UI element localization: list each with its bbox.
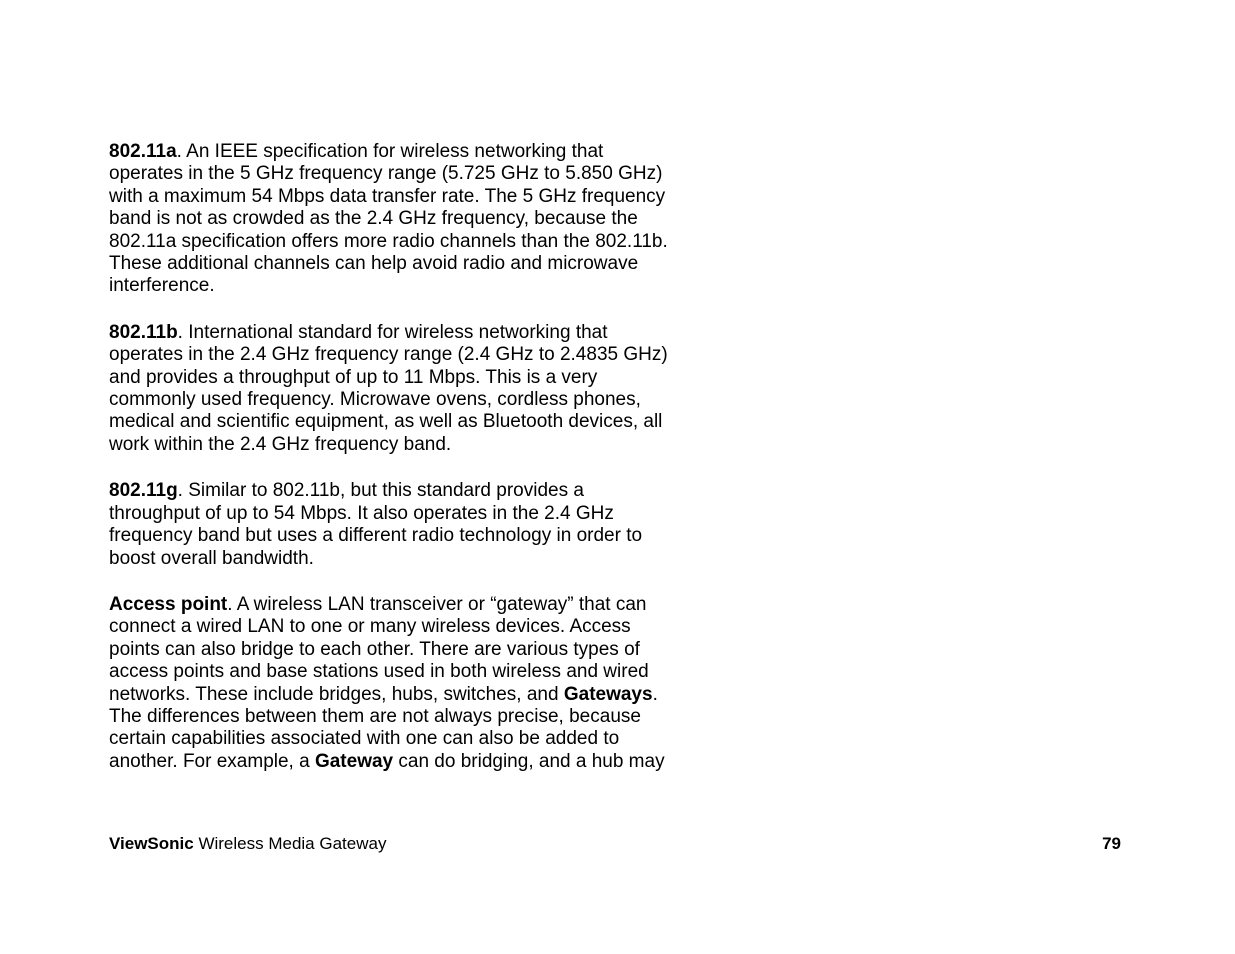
brand-name: ViewSonic (109, 834, 194, 853)
entry-line: operates in the 5 GHz frequency range (5.725 GHz to 5.850 GHz) (109, 163, 663, 185)
glossary-term: Access point (109, 593, 228, 615)
entry-line: work within the 2.4 GHz frequency band. (109, 433, 452, 455)
entry-line: commonly used frequency. Microwave ovens, cordless phones, (109, 389, 641, 411)
cross-reference-term: Gateway (314, 750, 394, 772)
glossary-entry-802-11g (109, 480, 719, 570)
cross-reference-term: Gateways (563, 683, 653, 705)
entry-line: access points and base stations used in both wireless and wired (109, 661, 649, 683)
entry-line: another. For example, a Gateway can do bridging, and a hub may (109, 750, 665, 772)
entry-line: interference. (109, 275, 215, 297)
glossary-term: 802.11g (109, 480, 178, 502)
document-body (109, 141, 719, 797)
entry-line: 802.11a. An IEEE specification for wireless networking that (109, 141, 604, 162)
glossary-entry-802-11b (109, 322, 719, 456)
entry-line: connect a wired LAN to one or many wireless devices. Access (109, 616, 631, 638)
entry-line: boost overall bandwidth. (109, 547, 314, 569)
entry-line: medical and scientific equipment, as well as Bluetooth devices, all (109, 411, 663, 433)
footer-title (109, 833, 386, 855)
glossary-entry-802-11a (109, 141, 719, 298)
entry-line: with a maximum 54 Mbps data transfer rate. The 5 GHz frequency (109, 185, 666, 207)
entry-line: certain capabilities associated with one can also be added to (109, 728, 620, 750)
product-name: Wireless Media Gateway (193, 834, 387, 853)
entry-line: frequency band but uses a different radio technology in order to (109, 525, 643, 547)
entry-line: band is not as crowded as the 2.4 GHz frequency, because the (109, 208, 638, 230)
glossary-term: 802.11b (109, 321, 178, 343)
entry-line: 802.11a specification offers more radio channels than the 802.11b. (109, 230, 668, 252)
entry-line: 802.11b. International standard for wireless networking that (109, 321, 608, 343)
glossary-term: 802.11a (109, 141, 177, 162)
entry-line: These additional channels can help avoid radio and microwave (109, 253, 639, 275)
entry-line: throughput of up to 54 Mbps. It also operates in the 2.4 GHz (109, 502, 614, 524)
entry-line: operates in the 2.4 GHz frequency range (2.4 GHz to 2.4835 GHz) (109, 344, 668, 366)
entry-line: Access point. A wireless LAN transceiver or “gateway” that can (109, 593, 647, 615)
entry-line: 802.11g. Similar to 802.11b, but this standard provides a (109, 480, 584, 502)
entry-line: networks. These include bridges, hubs, switches, and Gateways. (109, 683, 658, 705)
entry-line: and provides a throughput of up to 11 Mbps. This is a very (109, 366, 598, 388)
entry-line: The differences between them are not always precise, because (109, 705, 641, 727)
entry-line: points can also bridge to each other. There are various types of (109, 638, 640, 660)
page-number: 79 (1102, 834, 1121, 853)
glossary-entry-access-point (109, 594, 719, 773)
page-footer (109, 833, 1121, 857)
